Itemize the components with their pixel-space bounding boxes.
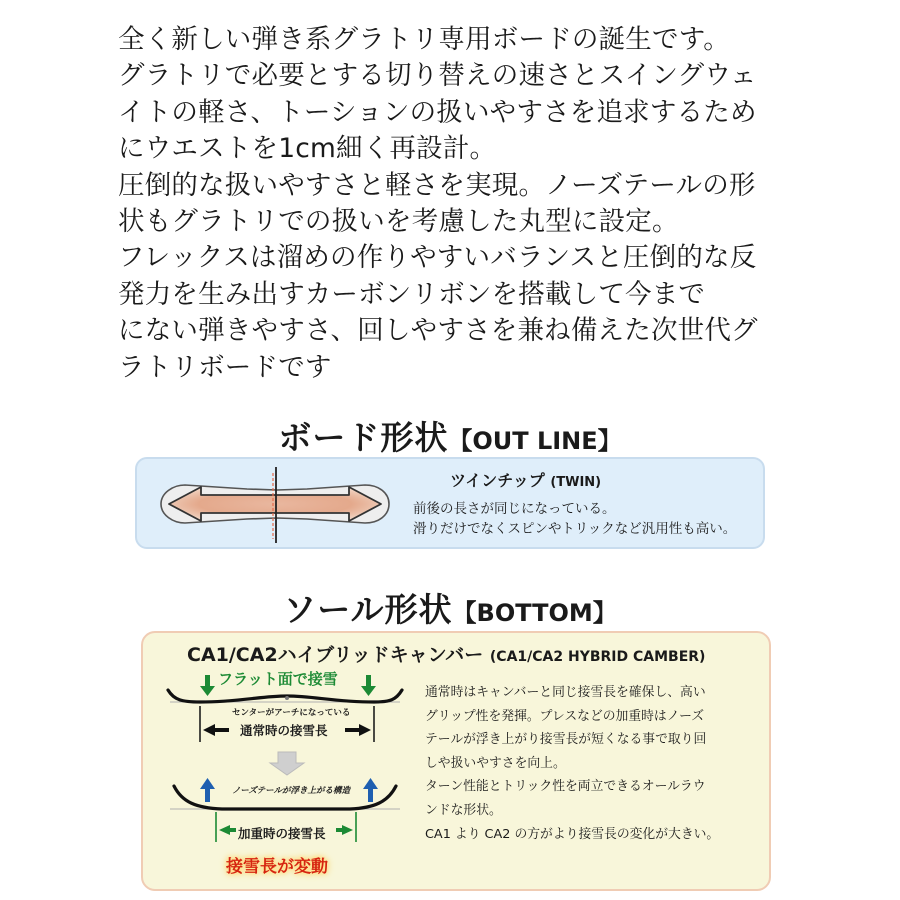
intro-line: にない弾きやすさ、回しやすさを兼ね備えた次世代グ — [118, 315, 758, 347]
intro-line: 発力を生み出すカーボンリボンを搭載して今まで — [118, 278, 706, 310]
contact-length-change-label: 接雪長が変動 — [226, 857, 328, 877]
nose-tail-lift-note: ノーズテールが浮き上がる構造 — [232, 786, 350, 796]
camber-desc-line: ンドな形状。 — [425, 802, 502, 818]
intro-text — [118, 22, 808, 386]
intro-line: にウエストを1cm細く再設計。 — [118, 133, 497, 165]
intro-line: イトの軽さ、トーションの扱いやすさを追求するため — [118, 96, 757, 128]
camber-desc-line: テールが浮き上がり接雪長が短くなる事で取り回 — [425, 732, 707, 748]
loaded-contact-length-label: 加重時の接雪長 — [238, 826, 326, 841]
outline-heading-jp: ボード形状 — [278, 418, 449, 457]
flat-contact-label: フラット面で接雪 — [218, 670, 338, 688]
twin-desc-line: 前後の長さが同じになっている。 — [413, 501, 616, 517]
bottom-heading — [0, 584, 900, 631]
twin-title-en: (TWIN) — [550, 475, 602, 490]
normal-arrow-right — [359, 724, 371, 736]
intro-line: 状もグラトリでの扱いを考慮した丸型に設定。 — [118, 206, 679, 238]
load-arrow-left — [219, 825, 230, 835]
load-arrow-right — [342, 825, 353, 835]
twin-board-diagram — [155, 463, 395, 545]
camber-desc-line: グリップ性を発揮。プレスなどの加重時はノーズ — [425, 708, 705, 724]
bottom-heading-jp: ソール形状 — [283, 590, 453, 629]
intro-line: フレックスは溜めの作りやすいバランスと圧倒的な反 — [118, 242, 757, 274]
intro-line: 圧倒的な扱いやすさと軽さを実現。ノーズテールの形 — [118, 169, 756, 201]
transition-arrow — [270, 752, 304, 775]
camber-desc-line: ターン性能とトリック性を両立できるオールラウ — [425, 779, 706, 795]
camber-title-en: (CA1/CA2 HYBRID CAMBER) — [489, 649, 706, 665]
intro-line: グラトリで必要とする切り替えの速さとスイングウェ — [118, 60, 757, 92]
green-down-arrow-left — [200, 675, 215, 696]
camber-desc-line: しや扱いやすさを向上。 — [425, 755, 566, 771]
bottom-heading-en: 【BOTTOM】 — [452, 599, 617, 627]
blue-up-arrow-left — [200, 778, 215, 802]
normal-arrow-left — [203, 724, 215, 736]
camber-description — [425, 681, 719, 846]
normal-contact-length-label: 通常時の接雪長 — [240, 723, 328, 738]
twin-title — [450, 468, 601, 491]
camber-desc-line: CA1 より CA2 の方がより接雪長の変化が大きい。 — [425, 826, 720, 842]
twin-title-jp: ツインチップ — [450, 471, 545, 490]
outline-heading — [0, 412, 900, 459]
intro-line: ラトリボードです — [118, 351, 332, 383]
board-center-dot — [285, 696, 289, 700]
intro-line: 全く新しい弾き系グラトリ専用ボードの誕生です。 — [118, 24, 730, 55]
blue-up-arrow-right — [363, 778, 378, 802]
twin-desc-line: 滑りだけでなくスピンやトリックなど汎用性も高い。 — [413, 521, 737, 537]
green-down-arrow-right — [361, 675, 376, 696]
camber-title-jp: CA1/CA2ハイブリッドキャンバー — [187, 644, 484, 666]
camber-desc-line: 通常時はキャンバーと同じ接雪長を確保し、高い — [425, 685, 706, 700]
center-arch-note: センターがアーチになっている — [232, 708, 351, 718]
outline-heading-en: 【OUT LINE】 — [448, 427, 622, 455]
